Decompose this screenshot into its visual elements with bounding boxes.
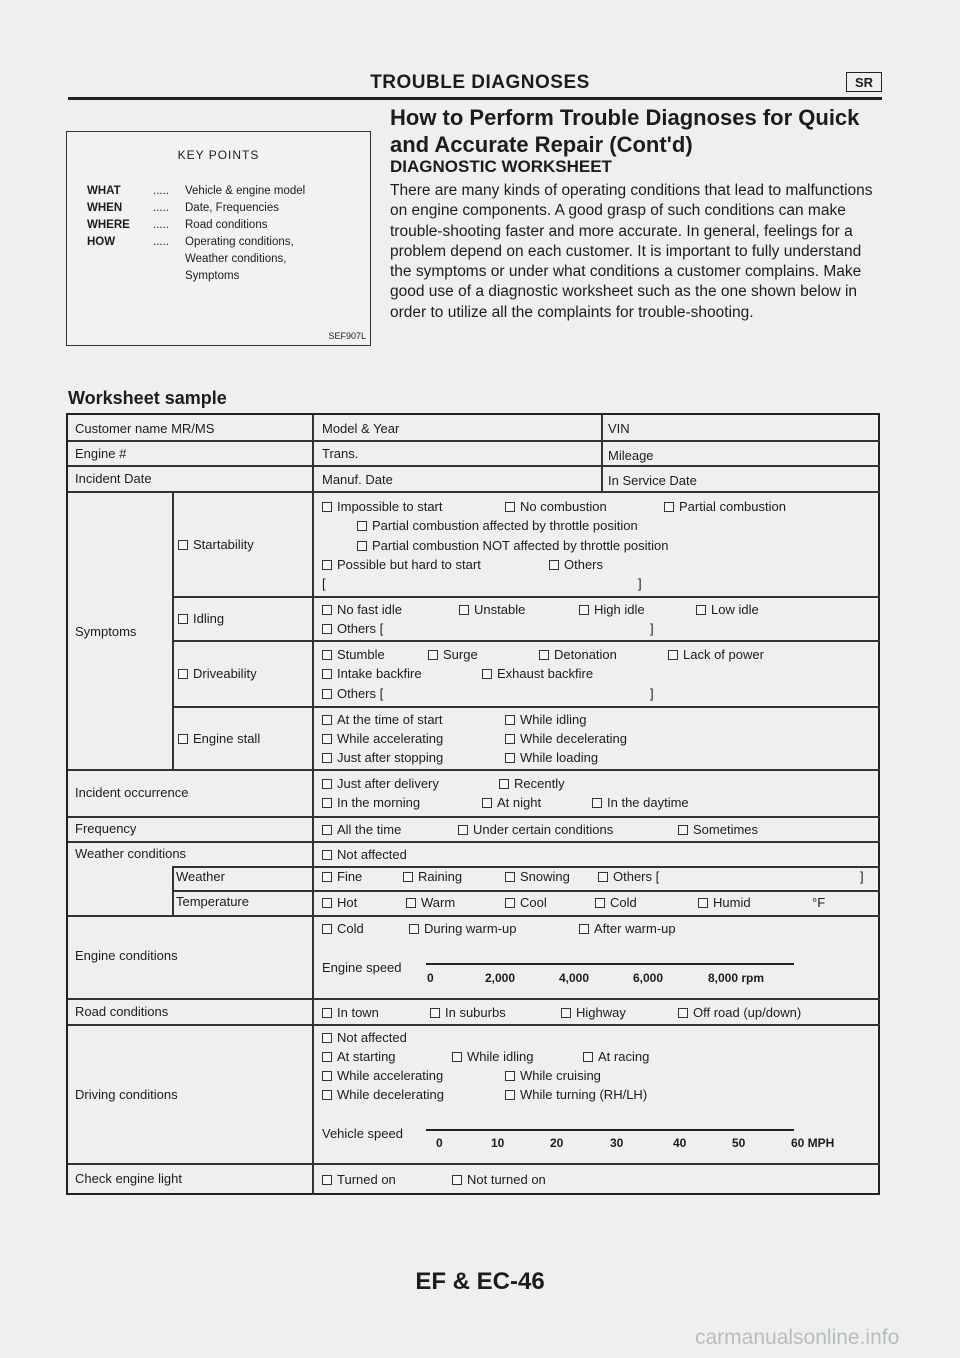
- checkbox-icon: [598, 872, 608, 882]
- table-rule: [312, 415, 314, 1195]
- key-point-dots: .....: [153, 185, 169, 197]
- incident-occurrence-option[interactable]: Just after delivery: [322, 776, 439, 791]
- key-point-dots: .....: [153, 202, 169, 214]
- weather-option[interactable]: Snowing: [505, 869, 570, 884]
- check-engine-light-option[interactable]: Turned on: [322, 1172, 396, 1187]
- checkbox-icon: [482, 669, 492, 679]
- checkbox-icon: [505, 1071, 515, 1081]
- driving-conditions-option[interactable]: Not affected: [322, 1030, 407, 1045]
- checkbox-icon: [505, 753, 515, 763]
- road-conditions-option[interactable]: Off road (up/down): [678, 1005, 801, 1020]
- driveability-option[interactable]: Surge: [428, 647, 478, 662]
- startability-option[interactable]: Others: [549, 557, 603, 572]
- vehicle-speed-tick: 50: [732, 1136, 746, 1150]
- checkbox-icon: [322, 734, 332, 744]
- key-point-key: HOW: [87, 236, 116, 248]
- symptoms-label: Symptoms: [75, 624, 137, 639]
- vin-label: VIN: [608, 421, 630, 436]
- table-rule: [601, 415, 603, 491]
- checkbox-icon: [322, 1033, 332, 1043]
- driving-conditions-label: Driving conditions: [75, 1087, 178, 1102]
- weather-option[interactable]: Fine: [322, 869, 362, 884]
- checkbox-icon: [505, 872, 515, 882]
- road-conditions-option[interactable]: In suburbs: [430, 1005, 506, 1020]
- checkbox-icon: [322, 872, 332, 882]
- driveability-option[interactable]: Intake backfire: [322, 666, 422, 681]
- engine-conditions-option[interactable]: After warm-up: [579, 921, 676, 936]
- table-rule: [68, 769, 880, 771]
- frequency-option[interactable]: Under certain conditions: [458, 822, 613, 837]
- bracket-close: ]: [650, 686, 654, 701]
- table-rule: [68, 841, 880, 843]
- page-header-title: TROUBLE DIAGNOSES: [370, 72, 590, 93]
- key-point-key: WHAT: [87, 185, 121, 197]
- driving-conditions-option[interactable]: While accelerating: [322, 1068, 443, 1083]
- checkbox-icon: [505, 502, 515, 512]
- driveability-option[interactable]: Stumble: [322, 647, 385, 662]
- driveability-option[interactable]: Exhaust backfire: [482, 666, 593, 681]
- checkbox-icon: [505, 1090, 515, 1100]
- key-point-key: WHEN: [87, 202, 123, 214]
- main-title: How to Perform Trouble Diagnoses for Quick and Accurate Repair (Cont'd): [390, 105, 860, 157]
- checkbox-icon: [482, 798, 492, 808]
- engine-conditions-option[interactable]: Cold: [322, 921, 364, 936]
- driveability-option[interactable]: Lack of power: [668, 647, 764, 662]
- road-conditions-option[interactable]: In town: [322, 1005, 379, 1020]
- engine-speed-scale: [426, 963, 794, 965]
- engine-speed-tick: 8,000 rpm: [708, 971, 765, 985]
- checkbox-icon: [322, 560, 332, 570]
- trans-label: Trans.: [322, 446, 359, 461]
- check-engine-light-option[interactable]: Not turned on: [452, 1172, 546, 1187]
- bracket-close: ]: [638, 576, 642, 591]
- startability-option[interactable]: Startability: [178, 537, 254, 552]
- checkbox-icon: [178, 614, 188, 624]
- driveability-option[interactable]: Driveability: [178, 666, 257, 681]
- checkbox-icon: [539, 650, 549, 660]
- table-rule: [172, 491, 174, 769]
- idling-option[interactable]: Idling: [178, 611, 224, 626]
- vehicle-speed-tick: 20: [550, 1136, 564, 1150]
- checkbox-icon: [595, 898, 605, 908]
- table-rule: [172, 866, 880, 868]
- weather-option[interactable]: Others [: [598, 869, 659, 884]
- table-rule: [68, 816, 880, 818]
- road-conditions-label: Road conditions: [75, 1004, 169, 1019]
- incident-date-label: Incident Date: [75, 471, 152, 486]
- checkbox-icon: [322, 850, 332, 860]
- key-points-box: [66, 131, 371, 346]
- driving-conditions-option[interactable]: At racing: [583, 1049, 649, 1064]
- incident-occurrence-option[interactable]: In the morning: [322, 795, 420, 810]
- in-service-date-label: In Service Date: [608, 473, 697, 488]
- driving-conditions-option[interactable]: While turning (RH/LH): [505, 1087, 647, 1102]
- checkbox-icon: [403, 872, 413, 882]
- engine-conditions-option[interactable]: During warm-up: [409, 921, 516, 936]
- temperature-unit: °F: [812, 895, 826, 910]
- engine-stall-option[interactable]: Engine stall: [178, 731, 260, 746]
- key-point-value: Operating conditions,: [185, 236, 294, 248]
- startability-option[interactable]: Partial combustion NOT affected by throttle position: [357, 538, 669, 553]
- customer-name-label: Customer name MR/MS: [75, 421, 215, 436]
- checkbox-icon: [322, 669, 332, 679]
- idling-option[interactable]: Low idle: [696, 602, 759, 617]
- check-engine-light-label: Check engine light: [75, 1171, 182, 1186]
- checkbox-icon: [452, 1052, 462, 1062]
- table-rule: [68, 491, 880, 493]
- engine-stall-option[interactable]: While loading: [505, 750, 598, 765]
- driving-conditions-option[interactable]: While decelerating: [322, 1087, 444, 1102]
- checkbox-icon: [178, 734, 188, 744]
- checkbox-icon: [322, 825, 332, 835]
- page-number: EF & EC-46: [415, 1268, 545, 1295]
- incident-occurrence-option[interactable]: Recently: [499, 776, 565, 791]
- table-rule: [68, 915, 880, 917]
- checkbox-icon: [322, 779, 332, 789]
- checkbox-icon: [452, 1175, 462, 1185]
- checkbox-icon: [696, 605, 706, 615]
- key-points-title: KEY POINTS: [177, 148, 260, 162]
- key-point-key: WHERE: [87, 219, 130, 231]
- road-conditions-option[interactable]: Highway: [561, 1005, 626, 1020]
- temperature-option[interactable]: Warm: [406, 895, 455, 910]
- startability-option[interactable]: Partial combustion affected by throttle position: [357, 518, 638, 533]
- idling-option[interactable]: Others [: [322, 621, 383, 636]
- driving-conditions-option[interactable]: While idling: [452, 1049, 533, 1064]
- engine-stall-option[interactable]: While accelerating: [322, 731, 443, 746]
- vehicle-speed-tick: 0: [436, 1136, 443, 1150]
- temperature-option[interactable]: Humid: [698, 895, 751, 910]
- idling-option[interactable]: Unstable: [459, 602, 525, 617]
- incident-occurrence-option[interactable]: At night: [482, 795, 541, 810]
- checkbox-icon: [459, 605, 469, 615]
- checkbox-icon: [322, 1071, 332, 1081]
- engine-number-label: Engine #: [75, 446, 127, 461]
- checkbox-icon: [322, 502, 332, 512]
- worksheet-title: Worksheet sample: [68, 388, 227, 408]
- weather-label: Weather: [176, 869, 225, 884]
- table-rule: [172, 640, 880, 642]
- idling-option[interactable]: No fast idle: [322, 602, 402, 617]
- checkbox-icon: [505, 715, 515, 725]
- checkbox-icon: [505, 898, 515, 908]
- engine-stall-option[interactable]: At the time of start: [322, 712, 443, 727]
- startability-option[interactable]: Possible but hard to start: [322, 557, 481, 572]
- checkbox-icon: [322, 715, 332, 725]
- model-year-label: Model & Year: [322, 421, 400, 436]
- checkbox-icon: [549, 560, 559, 570]
- table-rule: [172, 706, 880, 708]
- worksheet-table: [66, 413, 880, 1195]
- bracket-close: ]: [860, 869, 864, 884]
- frequency-label: Frequency: [75, 821, 137, 836]
- weather-conditions-option[interactable]: Not affected: [322, 847, 407, 862]
- checkbox-icon: [322, 624, 332, 634]
- driving-conditions-option[interactable]: At starting: [322, 1049, 396, 1064]
- section-heading: DIAGNOSTIC WORKSHEET: [390, 157, 612, 176]
- header-rule: [68, 97, 882, 100]
- checkbox-icon: [561, 1008, 571, 1018]
- checkbox-icon: [678, 1008, 688, 1018]
- engine-stall-option[interactable]: Just after stopping: [322, 750, 443, 765]
- checkbox-icon: [678, 825, 688, 835]
- bracket-open: [: [322, 576, 326, 591]
- checkbox-icon: [592, 798, 602, 808]
- manuf-date-label: Manuf. Date: [322, 472, 393, 487]
- key-point-value: Road conditions: [185, 219, 268, 231]
- checkbox-icon: [322, 1090, 332, 1100]
- checkbox-icon: [322, 605, 332, 615]
- checkbox-icon: [178, 669, 188, 679]
- vehicle-speed-tick: 10: [491, 1136, 505, 1150]
- checkbox-icon: [664, 502, 674, 512]
- figure-code: SEF907L: [328, 331, 366, 341]
- key-point-dots: .....: [153, 219, 169, 231]
- section-badge: SR: [846, 72, 882, 92]
- table-rule: [68, 465, 880, 467]
- checkbox-icon: [458, 825, 468, 835]
- key-point-value: Weather conditions,: [185, 253, 287, 265]
- watermark: carmanualsonline.info: [695, 1326, 900, 1349]
- table-rule: [172, 596, 880, 598]
- checkbox-icon: [505, 734, 515, 744]
- temperature-option[interactable]: Cool: [505, 895, 547, 910]
- incident-occurrence-label: Incident occurrence: [75, 785, 189, 800]
- driving-conditions-option[interactable]: While cruising: [505, 1068, 601, 1083]
- engine-conditions-label: Engine conditions: [75, 948, 178, 963]
- engine-speed-label: Engine speed: [322, 960, 402, 975]
- table-rule: [68, 998, 880, 1000]
- checkbox-icon: [322, 689, 332, 699]
- weather-option[interactable]: Raining: [403, 869, 462, 884]
- frequency-option[interactable]: All the time: [322, 822, 401, 837]
- temperature-option[interactable]: Hot: [322, 895, 357, 910]
- engine-stall-option[interactable]: While idling: [505, 712, 586, 727]
- incident-occurrence-option[interactable]: In the daytime: [592, 795, 689, 810]
- engine-speed-tick: 4,000: [559, 971, 590, 985]
- idling-option[interactable]: High idle: [579, 602, 645, 617]
- checkbox-icon: [499, 779, 509, 789]
- weather-conditions-label: Weather conditions: [75, 846, 187, 861]
- driveability-option[interactable]: Others [: [322, 686, 383, 701]
- temperature-label: Temperature: [176, 894, 249, 909]
- checkbox-icon: [579, 924, 589, 934]
- checkbox-icon: [583, 1052, 593, 1062]
- vehicle-speed-tick: 30: [610, 1136, 624, 1150]
- checkbox-icon: [178, 540, 188, 550]
- mileage-label: Mileage: [608, 448, 654, 463]
- bracket-close: ]: [650, 621, 654, 636]
- checkbox-icon: [428, 650, 438, 660]
- frequency-option[interactable]: Sometimes: [678, 822, 758, 837]
- checkbox-icon: [322, 650, 332, 660]
- checkbox-icon: [322, 1175, 332, 1185]
- checkbox-icon: [409, 924, 419, 934]
- checkbox-icon: [322, 898, 332, 908]
- startability-option[interactable]: Partial combustion: [664, 499, 786, 514]
- engine-speed-tick: 0: [427, 971, 434, 985]
- checkbox-icon: [322, 798, 332, 808]
- checkbox-icon: [357, 541, 367, 551]
- checkbox-icon: [322, 753, 332, 763]
- key-point-dots: .....: [153, 236, 169, 248]
- checkbox-icon: [668, 650, 678, 660]
- vehicle-speed-label: Vehicle speed: [322, 1126, 403, 1141]
- vehicle-speed-scale: [426, 1129, 794, 1131]
- temperature-option[interactable]: Cold: [595, 895, 637, 910]
- table-rule: [68, 1024, 880, 1026]
- startability-option[interactable]: Impossible to start: [322, 499, 443, 514]
- engine-speed-tick: 2,000: [485, 971, 516, 985]
- checkbox-icon: [322, 1008, 332, 1018]
- checkbox-icon: [406, 898, 416, 908]
- vehicle-speed-tick: 40: [673, 1136, 687, 1150]
- table-rule: [172, 890, 880, 892]
- table-rule: [68, 1163, 880, 1165]
- checkbox-icon: [322, 924, 332, 934]
- engine-stall-option[interactable]: While decelerating: [505, 731, 627, 746]
- driveability-option[interactable]: Detonation: [539, 647, 617, 662]
- engine-speed-tick: 6,000: [633, 971, 664, 985]
- table-rule: [172, 866, 174, 915]
- checkbox-icon: [430, 1008, 440, 1018]
- body-paragraph: There are many kinds of operating conditions that lead to malfunctions on engine components. A good grasp of such conditions can make trouble-shooting faster and more accurate. In general, feelings for a problem depend on each customer. It is important to fully understand the symptoms or under what conditions a customer complains. Make good use of a diagnostic worksheet such as the one shown below in order to utilize all the complaints for trouble-shooting.: [390, 182, 873, 321]
- key-point-value: Symptoms: [185, 270, 240, 282]
- key-point-value: Vehicle & engine model: [185, 185, 306, 197]
- checkbox-icon: [322, 1052, 332, 1062]
- startability-option[interactable]: No combustion: [505, 499, 607, 514]
- checkbox-icon: [579, 605, 589, 615]
- table-rule: [68, 440, 880, 442]
- checkbox-icon: [698, 898, 708, 908]
- key-point-value: Date, Frequencies: [185, 202, 279, 214]
- checkbox-icon: [357, 521, 367, 531]
- vehicle-speed-tick: 60 MPH: [791, 1136, 835, 1150]
